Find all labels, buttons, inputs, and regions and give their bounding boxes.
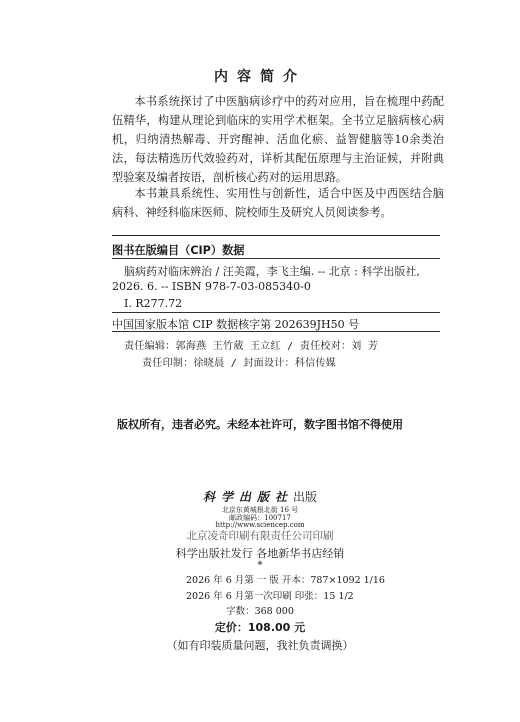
staff-editors: 责任编辑：郭海燕 王竹葳 王立红 / 责任校对：刘 芳 (124, 341, 379, 352)
publisher-name (0, 488, 520, 505)
edition-line-2: 2026 年 6 月第一次印刷 印张：15 1/2 (186, 591, 354, 602)
publisher-press: 科学出版社 (202, 490, 293, 504)
publisher-suffix: 出版 (293, 490, 318, 504)
separator-star: * (257, 560, 263, 571)
cip-rule (112, 312, 440, 313)
word-count: 字数：368 000 (226, 606, 294, 617)
printer-line: 北京凌奇印刷有限责任公司印刷 (186, 530, 334, 542)
quality-notice: （如有印装质量问题，我社负责调换） (166, 639, 354, 652)
intro-paragraph-1: 本书系统探讨了中医脑病诊疗中的药对应用，旨在梳理中药配伍精华，构建从理论到临床的实用学术框架。全书立足脑病核心病机，归纳清热解毒、开窍醒神、活血化瘀、益智健脑等10余类治法，每法精选历代效验药对，详析其配伍原理与主治证候，并附典型验案及编者按语，剖析核心药对的运用思路。 (112, 95, 444, 184)
cip-bottom-rule (112, 331, 440, 332)
cip-heading: 图书在版编目（CIP）数据 (112, 244, 245, 257)
publisher-address: 北京东黄城根北街 16 号 (221, 506, 299, 514)
publisher-postcode: 邮政编码：100717 (229, 514, 291, 522)
copyright-notice: 版权所有，违者必究。未经本社许可，数字图书馆不得使用 (117, 418, 403, 431)
edition-line-1: 2026 年 6 月第 一 版 开本：787×1092 1/16 (186, 575, 385, 586)
price: 定价：108.00 元 (214, 621, 306, 634)
staff-print-design: 责任印制：徐晓晨 / 封面设计：科信传媒 (142, 358, 337, 369)
cip-top-rule (112, 235, 440, 236)
cip-line-3: Ⅰ. R277.72 (124, 297, 183, 310)
cip-line-1: 脑病药对临床辨治 / 汪美霞，李飞主编. -- 北京 : 科学出版社, (124, 265, 420, 278)
cip-line-4: 中国国家版本馆 CIP 数据核字第 202639JH50 号 (112, 318, 360, 331)
cip-line-2: 2026. 6. -- ISBN 978-7-03-085340-0 (112, 280, 311, 293)
distribution-line: 科学出版社发行 各地新华书店经销 (175, 547, 345, 560)
cip-rule (112, 258, 440, 259)
intro-paragraph-2: 本书兼具系统性、实用性与创新性，适合中医及中西医结合脑病科、神经科临床医师、院校师生及研究人员阅读参考。 (112, 187, 444, 219)
publisher-website: http://www.sciencep.com (215, 521, 305, 529)
intro-title: 内容简介 (214, 69, 306, 85)
